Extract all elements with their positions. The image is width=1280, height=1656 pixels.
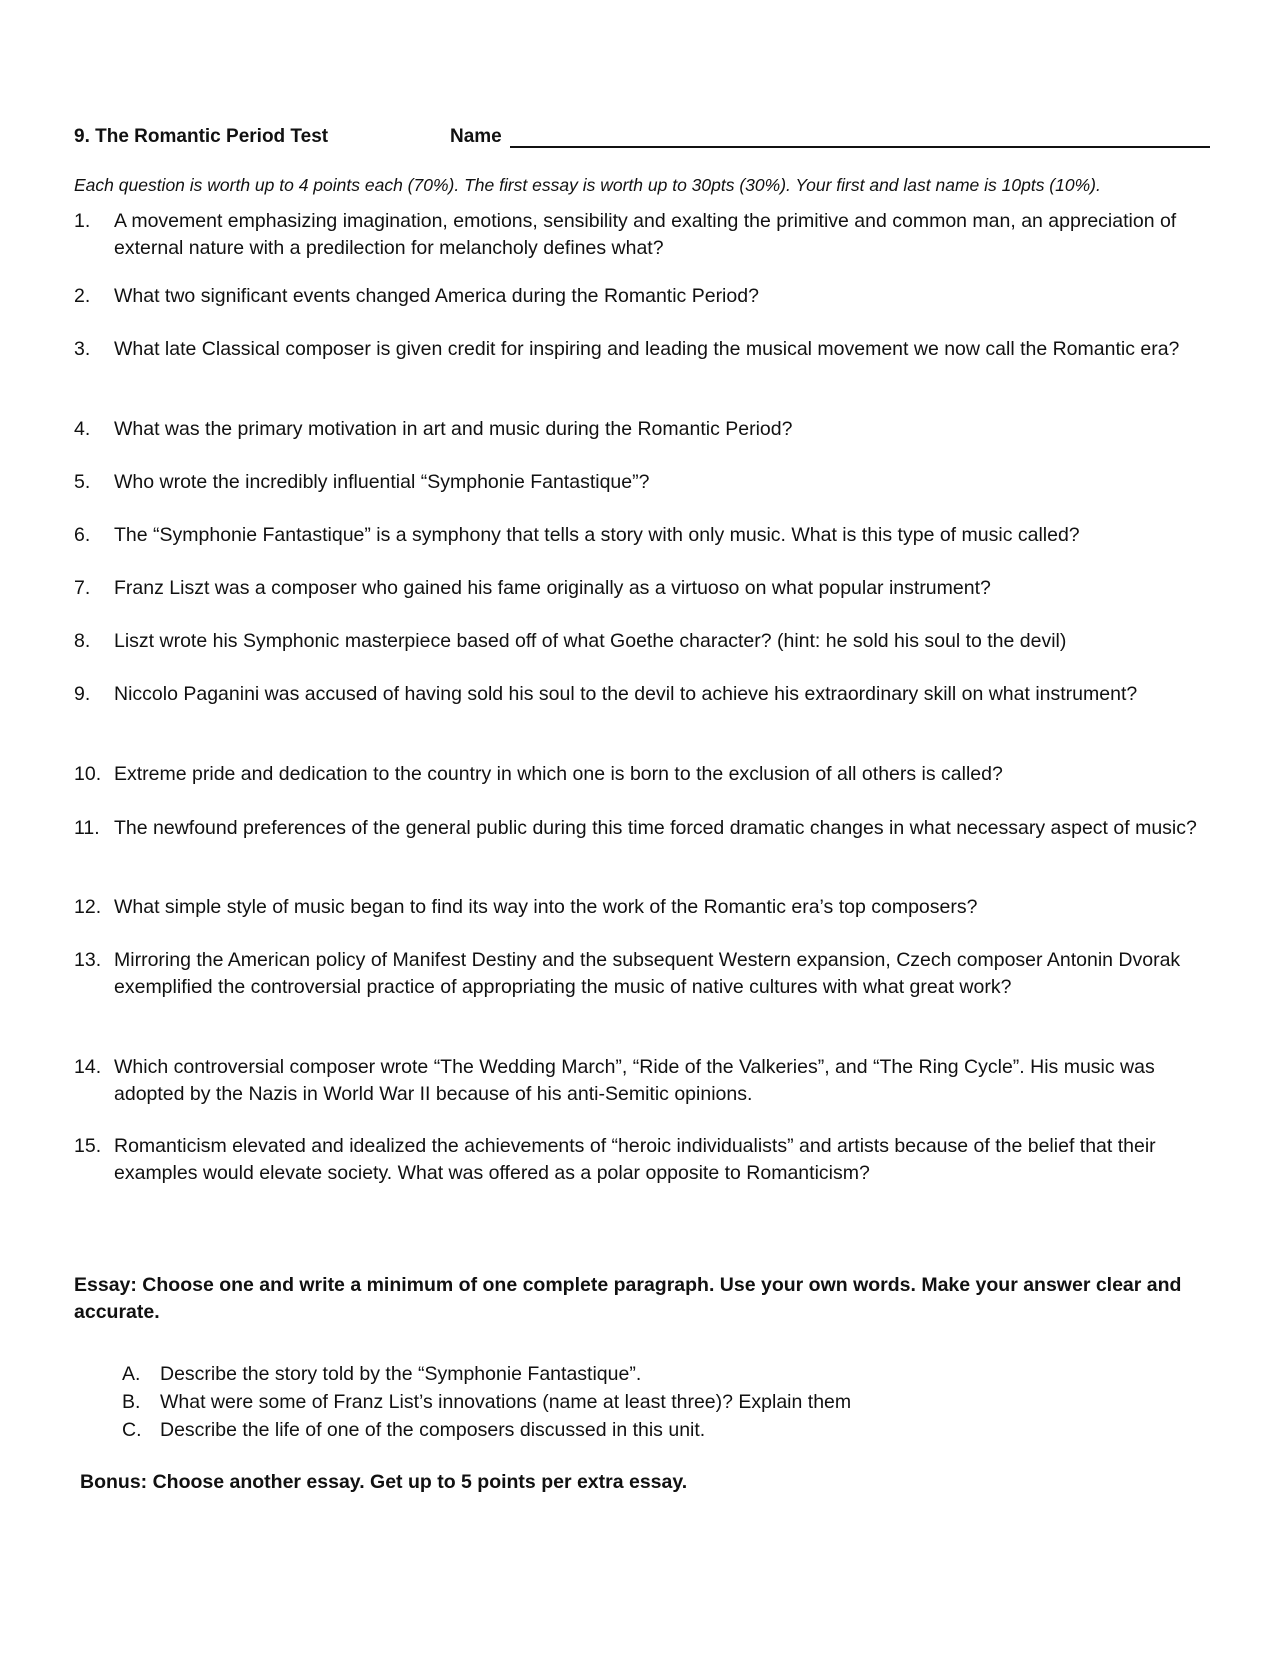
name-label: Name [450, 126, 502, 147]
essay-option-b [122, 1389, 851, 1416]
question-text: Franz Liszt was a composer who gained his fame originally as a virtuoso on what popular instrument? [114, 577, 991, 599]
question-2 [74, 283, 1210, 310]
question-text: Who wrote the incredibly influential “Symphonie Fantastique”? [114, 471, 650, 493]
page-title: 9. The Romantic Period Test [74, 126, 329, 147]
question-number: 7. [74, 577, 91, 599]
option-text: What were some of Franz List’s innovations (name at least three)? Explain them [160, 1391, 852, 1413]
header [74, 126, 1204, 156]
question-number: 15. [74, 1135, 102, 1157]
question-text: Extreme pride and dedication to the country in which one is born to the exclusion of all others is called? [114, 763, 1003, 785]
question-text: The newfound preferences of the general public during this time forced dramatic changes in what necessary aspect of music? [114, 817, 1197, 839]
question-number: 10. [74, 763, 102, 785]
question-3 [74, 336, 1210, 363]
question-6 [74, 522, 1210, 549]
question-text: Romanticism elevated and idealized the achievements of “heroic individualists” and artists because of the belief that their examples would elevate society. What was offered as a polar opposite to Romanticism? [114, 1135, 1156, 1184]
option-text: Describe the life of one of the composers discussed in this unit. [160, 1419, 706, 1441]
question-text: Liszt wrote his Symphonic masterpiece based off of what Goethe character? (hint: he sold his soul to the devil) [114, 630, 1067, 652]
question-1 [74, 208, 1210, 262]
question-text: A movement emphasizing imagination, emotions, sensibility and exalting the primitive and common man, an appreciation of external nature with a predilection for melancholy defines what? [114, 210, 1177, 259]
question-number: 13. [74, 949, 102, 971]
question-9 [74, 681, 1210, 708]
essay-heading: Essay: Choose one and write a minimum of one complete paragraph. Use your own words. Make your answer clear and accurate. [74, 1274, 1182, 1323]
question-11 [74, 815, 1210, 842]
question-number: 6. [74, 524, 91, 546]
question-13 [74, 947, 1210, 1001]
question-10 [74, 761, 1210, 788]
option-letter: C. [122, 1419, 142, 1441]
question-number: 8. [74, 630, 91, 652]
question-number: 4. [74, 418, 91, 440]
question-number: 1. [74, 210, 91, 232]
name-underline [510, 146, 1210, 148]
question-8 [74, 628, 1210, 655]
question-number: 3. [74, 338, 91, 360]
essay-option-c [122, 1417, 705, 1444]
question-12 [74, 894, 1210, 921]
question-number: 14. [74, 1056, 102, 1078]
question-text: What two significant events changed America during the Romantic Period? [114, 285, 759, 307]
essay-option-a [122, 1361, 641, 1388]
question-text: The “Symphonie Fantastique” is a symphony that tells a story with only music. What is this type of music called? [114, 524, 1080, 546]
question-number: 5. [74, 471, 91, 493]
question-text: What late Classical composer is given credit for inspiring and leading the musical movement we now call the Romantic era? [114, 338, 1180, 360]
option-letter: B. [122, 1391, 141, 1413]
question-text: Niccolo Paganini was accused of having sold his soul to the devil to achieve his extraordinary skill on what instrument? [114, 683, 1138, 705]
question-number: 11. [74, 817, 100, 839]
instructions: Each question is worth up to 4 points each (70%). The first essay is worth up to 30pts (30%). Your first and last name is 10pts (10%). [74, 175, 1101, 195]
question-7 [74, 575, 1210, 602]
question-text: Mirroring the American policy of Manifest Destiny and the subsequent Western expansion, Czech composer Antonin Dvorak exemplified the controversial practice of appropriating the music of native cultures with what great work? [114, 949, 1181, 998]
option-letter: A. [122, 1363, 141, 1385]
question-14 [74, 1054, 1210, 1108]
question-5 [74, 469, 1210, 496]
question-text: What was the primary motivation in art and music during the Romantic Period? [114, 418, 793, 440]
question-15 [74, 1133, 1210, 1187]
bonus-text: Bonus: Choose another essay. Get up to 5 points per extra essay. [80, 1471, 688, 1493]
question-number: 12. [74, 896, 102, 918]
question-number: 9. [74, 683, 91, 705]
option-text: Describe the story told by the “Symphonie Fantastique”. [160, 1363, 642, 1385]
question-text: Which controversial composer wrote “The Wedding March”, “Ride of the Valkeries”, and “The Ring Cycle”. His music was adopted by the Nazis in World War II because of his anti-Semitic opinions. [114, 1056, 1155, 1105]
question-number: 2. [74, 285, 91, 307]
name-field [450, 126, 1210, 148]
question-4 [74, 416, 1210, 443]
question-text: What simple style of music began to find its way into the work of the Romantic era’s top composers? [114, 896, 978, 918]
